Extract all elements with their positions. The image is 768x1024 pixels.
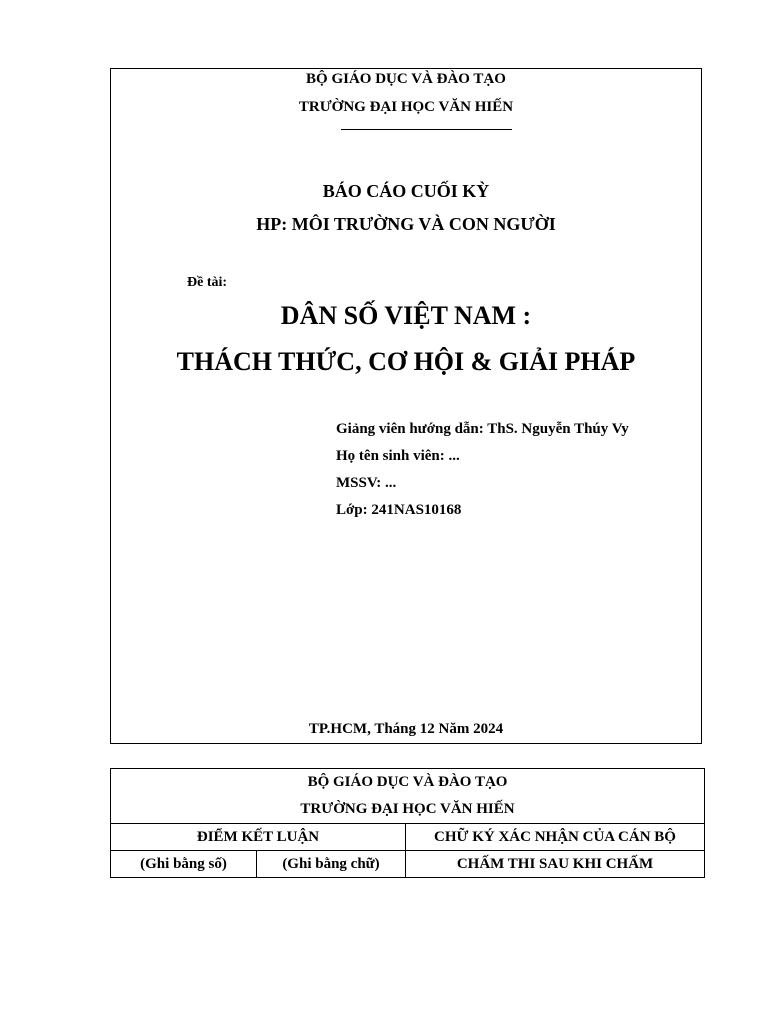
student-info-block (336, 419, 629, 527)
ministry-heading: BỘ GIÁO DỤC VÀ ĐÀO TẠO (306, 71, 506, 87)
score-number-cell: (Ghi bằng số) (111, 851, 257, 878)
signature-header-line-2: CHẤM THI SAU KHI CHẤM (406, 851, 705, 878)
grade-table-header (111, 769, 705, 824)
grade-university: TRƯỜNG ĐẠI HỌC VĂN HIẾN (300, 801, 515, 817)
grade-ministry: BỘ GIÁO DỤC VÀ ĐÀO TẠO (307, 774, 508, 790)
grade-table (110, 768, 705, 878)
topic-label: Đề tài: (187, 275, 228, 290)
student-name-info: Họ tên sinh viên: ... (336, 448, 460, 464)
heading-divider (341, 129, 512, 130)
place-date: TP.HCM, Tháng 12 Năm 2024 (308, 721, 504, 737)
course-name: HP: MÔI TRƯỜNG VÀ CON NGƯỜI (256, 214, 556, 234)
topic-title-line-2: THÁCH THỨC, CƠ HỘI & GIẢI PHÁP (176, 347, 636, 376)
report-type: BÁO CÁO CUỐI KỲ (322, 181, 490, 201)
university-heading: TRƯỜNG ĐẠI HỌC VĂN HIẾN (298, 99, 514, 115)
lecturer-info: Giảng viên hướng dẫn: ThS. Nguyễn Thúy Vy (336, 421, 629, 437)
score-words-cell: (Ghi bằng chữ) (257, 851, 406, 878)
topic-title-line-1: DÂN SỐ VIỆT NAM : (280, 301, 532, 330)
cover-page-frame (110, 68, 702, 744)
signature-header-line-1: CHỮ KÝ XÁC NHẬN CỦA CÁN BỘ (406, 824, 705, 851)
score-header-cell: ĐIỂM KẾT LUẬN (111, 824, 406, 851)
class-info: Lớp: 241NAS10168 (336, 502, 462, 518)
student-id-info: MSSV: ... (336, 475, 397, 491)
